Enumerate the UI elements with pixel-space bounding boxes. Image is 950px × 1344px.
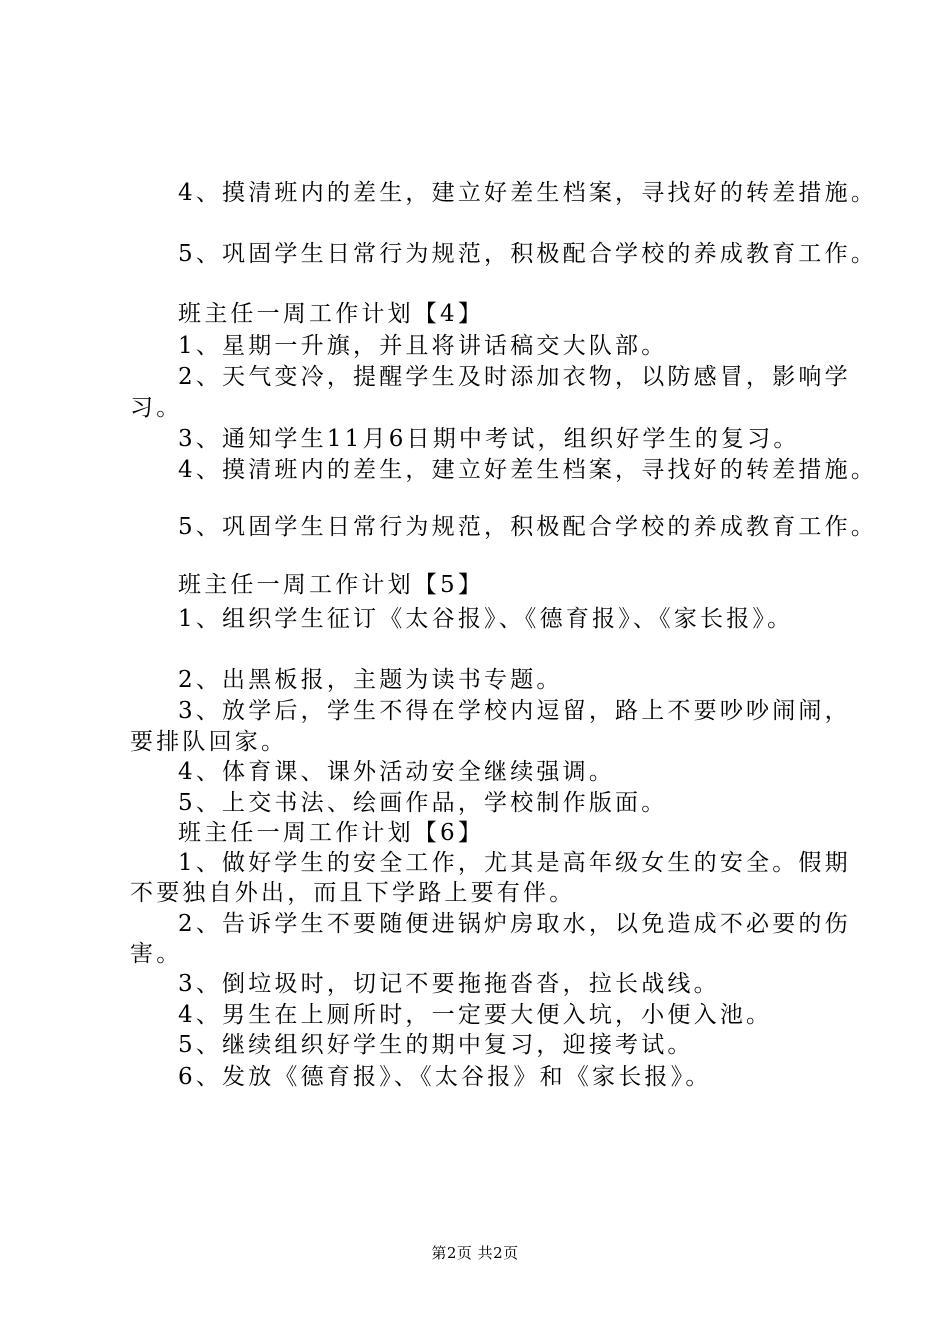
paragraph-line: 习。: [130, 395, 183, 421]
paragraph-line: 2、告诉学生不要随便进锅炉房取水，以免造成不必要的伤: [178, 911, 851, 937]
paragraph-line: 要排队回家。: [130, 729, 288, 755]
paragraph-line: 1、星期一升旗，并且将讲话稿交大队部。: [178, 333, 668, 359]
paragraph-line: 3、倒垃圾时，切记不要拖拖沓沓，拉长战线。: [178, 971, 720, 997]
page-number-footer: 第2页 共2页: [431, 1244, 519, 1262]
paragraph-line: 5、巩固学生日常行为规范，积极配合学校的养成教育工作。: [178, 241, 878, 267]
section-heading: 班主任一周工作计划【5】: [178, 572, 485, 598]
paragraph-line: 5、巩固学生日常行为规范，积极配合学校的养成教育工作。: [178, 514, 878, 540]
paragraph-line: 5、上交书法、绘画作品，学校制作版面。: [178, 790, 668, 816]
paragraph-line: 3、通知学生11月6日期中考试，组织好学生的复习。: [178, 426, 800, 452]
paragraph-line: 4、男生在上厕所时，一定要大便入坑，小便入池。: [178, 1002, 773, 1028]
paragraph-line: 4、摸清班内的差生，建立好差生档案，寻找好的转差措施。: [178, 457, 878, 483]
paragraph-line: 不要独自外出，而且下学路上要有伴。: [130, 880, 576, 906]
paragraph-line: 2、天气变冷，提醒学生及时添加衣物，以防感冒，影响学: [178, 364, 851, 390]
paragraph-line: 5、继续组织好学生的期中复习，迎接考试。: [178, 1032, 694, 1058]
paragraph-line: 4、摸清班内的差生，建立好差生档案，寻找好的转差措施。: [178, 180, 878, 206]
paragraph-line: 6、发放《德育报》、《太谷报》和《家长报》。: [178, 1064, 712, 1090]
paragraph-line: 3、放学后，学生不得在学校内逗留，路上不要吵吵闹闹，: [178, 698, 851, 724]
paragraph-line: 2、出黑板报，主题为读书专题。: [178, 667, 563, 693]
paragraph-line: 4、体育课、课外活动安全继续强调。: [178, 759, 616, 785]
section-heading: 班主任一周工作计划【4】: [178, 301, 485, 327]
paragraph-line: 害。: [130, 941, 183, 967]
section-heading: 班主任一周工作计划【6】: [178, 820, 485, 846]
paragraph-line: 1、组织学生征订《太谷报》、《德育报》、《家长报》。: [178, 606, 794, 632]
paragraph-line: 1、做好学生的安全工作，尤其是高年级女生的安全。假期: [178, 850, 851, 876]
